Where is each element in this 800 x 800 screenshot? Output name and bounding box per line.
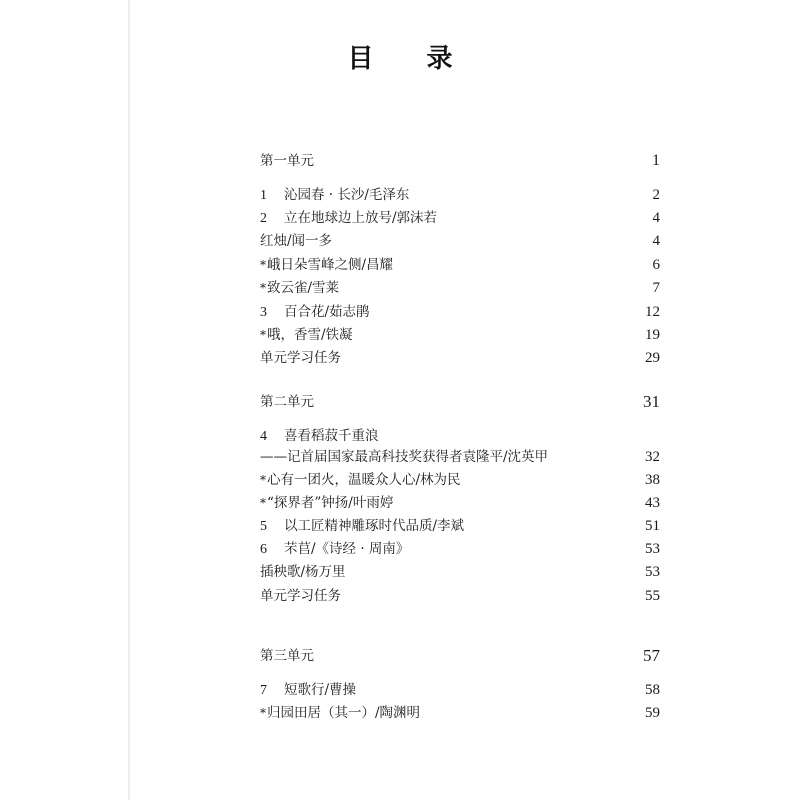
entry-page: 2 bbox=[652, 187, 660, 203]
entry-title: 短歌行/曹操 bbox=[284, 682, 357, 698]
unit-heading[interactable] bbox=[260, 645, 660, 667]
entry-page: 32 bbox=[645, 449, 660, 465]
page-edge-line bbox=[128, 0, 130, 800]
unit-title: 第二单元 bbox=[260, 394, 314, 410]
page-title: 目 录 bbox=[347, 44, 475, 74]
entry-page: 19 bbox=[645, 327, 660, 343]
toc-entry[interactable] bbox=[260, 301, 660, 323]
entry-title: 致云雀/雪莱 bbox=[267, 280, 340, 296]
optional-star-icon: * bbox=[260, 258, 266, 272]
unit-page: 1 bbox=[652, 152, 660, 169]
entry-title: “探界者”钟扬/叶雨婷 bbox=[267, 495, 394, 511]
entry-page: 59 bbox=[645, 705, 660, 721]
toc-entry-unit-task[interactable] bbox=[260, 585, 660, 607]
toc-entry[interactable] bbox=[260, 561, 660, 583]
entry-page: 6 bbox=[652, 257, 660, 273]
toc-entry-subtitle[interactable] bbox=[260, 446, 660, 468]
entry-page: 43 bbox=[645, 495, 660, 511]
entry-title: 归园田居（其一）/陶渊明 bbox=[267, 705, 421, 721]
toc-entry[interactable] bbox=[260, 515, 660, 537]
entry-page: 58 bbox=[645, 682, 660, 698]
entry-page: 29 bbox=[645, 350, 660, 366]
unit-heading[interactable] bbox=[260, 150, 660, 172]
entry-page: 12 bbox=[645, 304, 660, 320]
entry-number: 5 bbox=[260, 519, 267, 534]
toc-entry[interactable] bbox=[260, 324, 660, 346]
entry-page: 55 bbox=[645, 588, 660, 604]
unit-page: 31 bbox=[643, 392, 660, 411]
entry-title: 立在地球边上放号/郭沫若 bbox=[284, 210, 438, 226]
entry-title: 哦，香雪/铁凝 bbox=[267, 327, 353, 343]
entry-title: 百合花/茹志鹃 bbox=[284, 304, 370, 320]
entry-title: 峨日朵雪峰之侧/昌耀 bbox=[267, 257, 394, 273]
entry-title: ——记首届国家最高科技奖获得者袁隆平/沈英甲 bbox=[260, 449, 549, 465]
toc-entry[interactable] bbox=[260, 230, 660, 252]
entry-title: 心有一团火，温暖众人心/林为民 bbox=[267, 472, 461, 488]
toc-entry[interactable] bbox=[260, 469, 660, 491]
entry-number: 1 bbox=[260, 188, 267, 203]
optional-star-icon: * bbox=[260, 328, 266, 342]
unit-page: 57 bbox=[643, 646, 660, 665]
entry-title: 芣苢/《诗经 · 周南》 bbox=[284, 541, 410, 557]
entry-title: 插秧歌/杨万里 bbox=[260, 564, 346, 580]
optional-star-icon: * bbox=[260, 473, 266, 487]
entry-number: 2 bbox=[260, 211, 267, 226]
entry-page: 53 bbox=[645, 564, 660, 580]
entry-title: 沁园春 · 长沙/毛泽东 bbox=[284, 187, 410, 203]
entry-title: 单元学习任务 bbox=[260, 350, 341, 366]
optional-star-icon: * bbox=[260, 281, 266, 295]
entry-number: 6 bbox=[260, 542, 267, 557]
toc-entry[interactable] bbox=[260, 679, 660, 701]
entry-page: 4 bbox=[652, 210, 660, 226]
toc-entry[interactable] bbox=[260, 538, 660, 560]
entry-page: 7 bbox=[652, 280, 660, 296]
entry-title: 红烛/闻一多 bbox=[260, 233, 333, 249]
entry-title: 以工匠精神雕琢时代品质/李斌 bbox=[284, 518, 465, 534]
toc-entry[interactable] bbox=[260, 254, 660, 276]
toc-entry[interactable] bbox=[260, 702, 660, 724]
entry-number: 7 bbox=[260, 683, 267, 698]
optional-star-icon: * bbox=[260, 706, 266, 720]
toc-entry-unit-task[interactable] bbox=[260, 347, 660, 369]
unit-title: 第一单元 bbox=[260, 153, 314, 169]
entry-title: 喜看稻菽千重浪 bbox=[284, 428, 379, 444]
entry-number: 3 bbox=[260, 305, 267, 320]
toc-entry[interactable] bbox=[260, 207, 660, 229]
toc-entry[interactable] bbox=[260, 184, 660, 206]
entry-page: 53 bbox=[645, 541, 660, 557]
entry-page: 4 bbox=[652, 233, 660, 249]
entry-title: 单元学习任务 bbox=[260, 588, 341, 604]
entry-number: 4 bbox=[260, 429, 267, 444]
entry-page: 51 bbox=[645, 518, 660, 534]
entry-page: 38 bbox=[645, 472, 660, 488]
toc-entry[interactable] bbox=[260, 425, 660, 447]
toc-entry[interactable] bbox=[260, 492, 660, 514]
optional-star-icon: * bbox=[260, 496, 266, 510]
toc-entry[interactable] bbox=[260, 277, 660, 299]
unit-title: 第三单元 bbox=[260, 648, 314, 664]
unit-heading[interactable] bbox=[260, 391, 660, 413]
